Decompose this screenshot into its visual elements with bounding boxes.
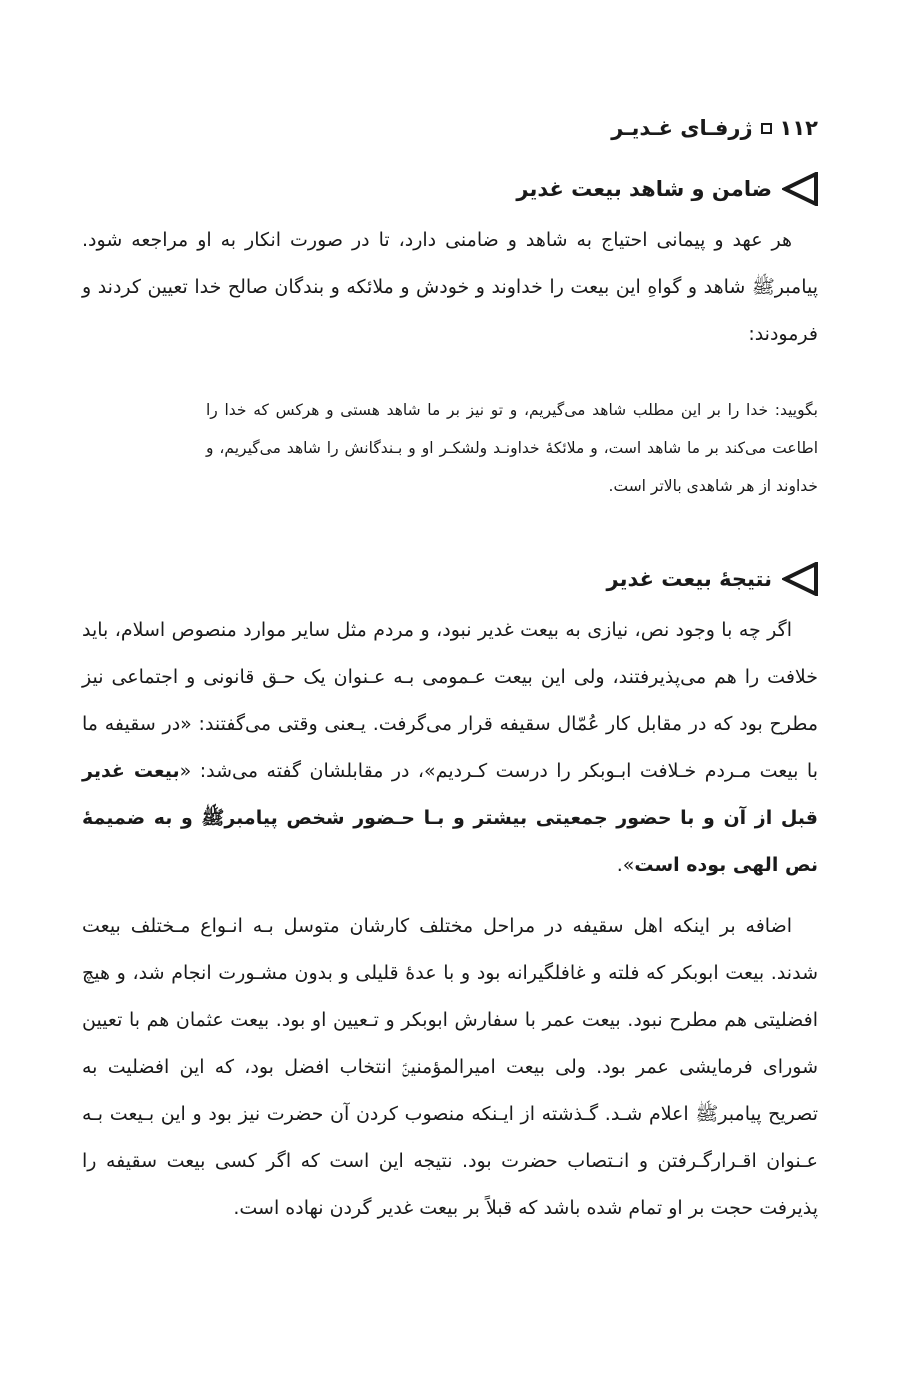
paragraph-text: اگر چه با وجود نص، نیازی به بیعت غدیر نبود، و مردم مثل سایر موارد منصوص اسلام، باید خلافت را هم می‌پذیرفتند، ولی این بیعت عـمومی بـه عـنوان یک حـق قانونی و اجتماعی نیز مطرح بود که در مقابل کار عُمّال سقیفه قرار می‌گرفت. یـعنی وقتی می‌گفتند: «در سقیفه ما با بیعت مـردم خـلافت ابـوبکر را درست کـردیم»، در مقابلشان گفته می‌شد: «	[82, 619, 818, 782]
triangle-pointer-icon	[782, 562, 818, 596]
section-heading-guarantor	[516, 172, 818, 206]
section-heading-text: ضامن و شاهد بیعت غدیر	[516, 177, 772, 201]
page-number: ۱۱۲	[779, 116, 818, 140]
paragraph-result	[82, 607, 818, 889]
square-bullet-icon	[761, 123, 772, 134]
running-title: ژرفـای غـدیـر	[611, 116, 753, 140]
book-page	[82, 0, 818, 1393]
section-heading-text: نتیجهٔ بیعت غدیر	[606, 567, 772, 591]
quoted-sermon: بگویید: خدا را بر این مطلب شاهد می‌گیریم، و تو نیز بر ما شاهد هستی و هرکس که خدا را اطاعت می‌کند بر ما شاهد است، و ملائکهٔ خداونـد ولشکـر او و بـندگانش را شاهد می‌گیریم، و خداوند از هر شاهدی بالاتر است.	[206, 401, 818, 495]
paragraph-guarantor: هر عهد و پیمانی احتیاج به شاهد و ضامنی دارد، تا در صورت انکار به او مراجعه شود. پیامبرﷺ شاهد و گواهِ این بیعت را خداوند و خودش و ملائکه و بندگان صالح خدا تعیین کردند و فرمودند:	[82, 229, 818, 345]
emphasized-text: بیعت غدیر قبل از آن و با حضور جمعیتی بیشتر و بـا حـضور شخص پیامبرﷺ و به ضمیمهٔ نص الهی بوده است	[82, 760, 818, 876]
paragraph-saqifa: اضافه بر اینکه اهل سقیفه در مراحل مختلف کارشان متوسل بـه انـواع مـختلف بیعت شدند. بیعت ابوبکر که فلته و غافلگیرانه بود و با عدهٔ قلیلی و بدون مشـورت انجام شد، و هیچ افضلیتی هم مطرح نبود. بیعت عمر با سفارش ابوبکر و تـعیین او بود. بیعت عثمان هم با تعیین شورای فرمایشی عمر بود. ولی بیعت امیرالمؤمنینؑ انتخاب افضل بود، که این افضلیت به تصریح پیامبرﷺ اعلام شـد. گـذشته از ایـنکه منصوب کردن آن حضرت نیز بود و این بـیعت بـه عـنوان اقـرارگـرفتن و انـتصاب حضرت بود. نتیجه این است که اگر کسی بیعت سقیفه را پذیرفت حجت بر او تمام شده باشد که قبلاً بر بیعت غدیر گردن نهاده است.	[82, 915, 818, 1219]
page-header	[611, 116, 818, 140]
triangle-pointer-icon	[782, 172, 818, 206]
paragraph-text-end: ».	[616, 854, 635, 876]
section-heading-result	[607, 562, 819, 596]
